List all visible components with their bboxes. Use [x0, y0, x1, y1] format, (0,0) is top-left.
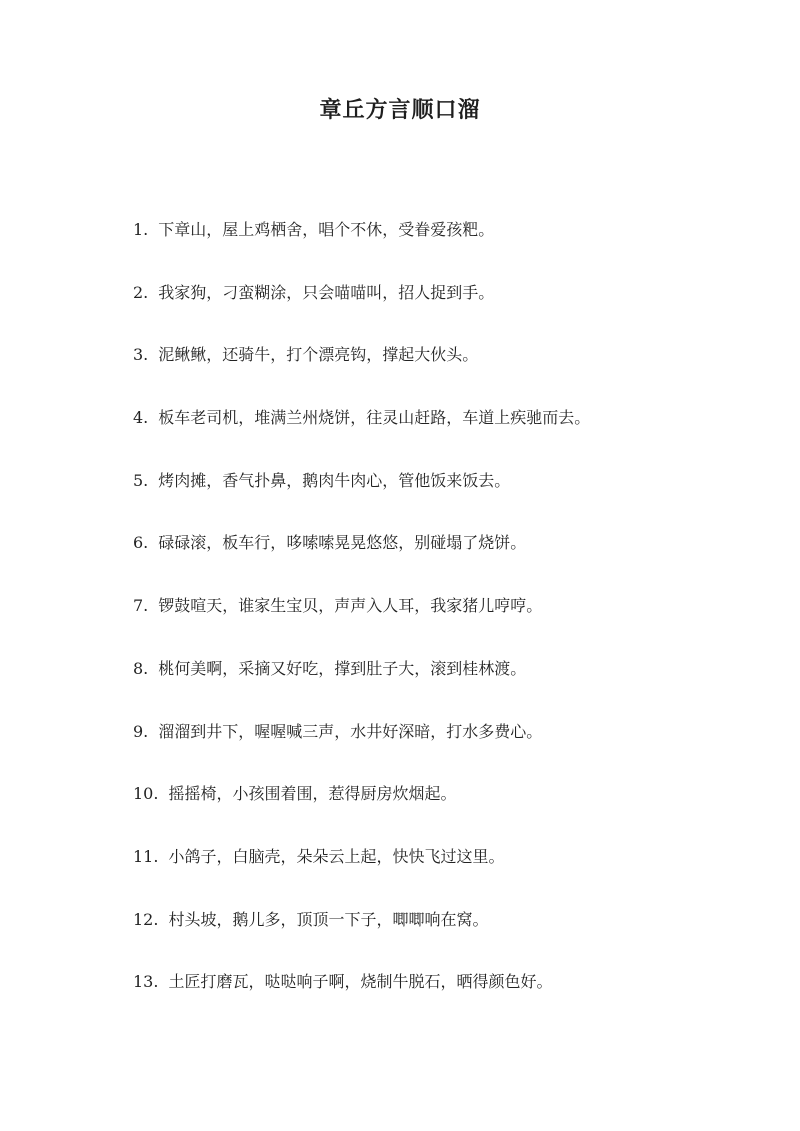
- list-item: [133, 657, 753, 720]
- item-number: 12.: [133, 909, 159, 929]
- list-item: [133, 720, 753, 783]
- item-text: 下章山，屋上鸡栖舍，唱个不休，受眷爱孩粑。: [158, 220, 495, 239]
- item-text: 泥鳅鳅，还骑牛，打个漂亮钩，撑起大伙头。: [158, 345, 479, 365]
- item-number: 2.: [133, 282, 149, 302]
- rhyme-list: [133, 218, 753, 1033]
- item-text: 烤肉摊，香气扑鼻，鹅肉牛肉心，管他饭来饭去。: [158, 470, 511, 490]
- item-text: 锣鼓喧天，谁家生宝贝，声声入人耳，我家猪儿哼哼。: [158, 596, 543, 616]
- item-number: 10.: [133, 784, 159, 804]
- item-number: 1.: [133, 220, 149, 239]
- list-item: [133, 406, 753, 469]
- item-text: 小鸽子，白脑壳，朵朵云上起，快快飞过这里。: [168, 846, 505, 866]
- item-number: 9.: [133, 721, 149, 741]
- list-item: [133, 970, 753, 1033]
- item-text: 溜溜到井下，喔喔喊三声，水井好深暗，打水多费心。: [158, 721, 543, 741]
- page-title: 章丘方言顺口溜: [319, 97, 481, 123]
- list-item: [133, 281, 753, 344]
- item-number: 7.: [133, 596, 149, 616]
- item-text: 我家狗，刁蛮糊涂，只会喵喵叫，招人捉到手。: [158, 282, 495, 302]
- item-text: 碌碌滚，板车行，哆嗦嗦晃晃悠悠，别碰塌了烧饼。: [158, 533, 527, 553]
- item-text: 土匠打磨瓦，哒哒响子啊，烧制牛脱石，晒得颜色好。: [168, 972, 553, 992]
- item-text: 桃何美啊，采摘又好吃，撑到肚子大，滚到桂林渡。: [158, 658, 527, 678]
- item-text: 村头坡，鹅儿多，顶顶一下子，唧唧响在窝。: [168, 909, 489, 929]
- item-number: 4.: [133, 408, 149, 428]
- list-item: [133, 469, 753, 532]
- list-item: [133, 594, 753, 657]
- item-text: 板车老司机，堆满兰州烧饼，往灵山赶路，车道上疾驰而去。: [158, 408, 591, 428]
- item-number: 11.: [133, 846, 159, 866]
- list-item: [133, 218, 753, 281]
- list-item: [133, 531, 753, 594]
- list-item: [133, 343, 753, 406]
- list-item: [133, 908, 753, 971]
- item-number: 3.: [133, 345, 149, 365]
- item-text: 摇摇椅，小孩围着围，惹得厨房炊烟起。: [168, 784, 457, 804]
- item-number: 6.: [133, 533, 149, 553]
- list-item: [133, 782, 753, 845]
- item-number: 8.: [133, 658, 149, 678]
- item-number: 5.: [133, 470, 149, 490]
- item-number: 13.: [133, 972, 159, 992]
- list-item: [133, 845, 753, 908]
